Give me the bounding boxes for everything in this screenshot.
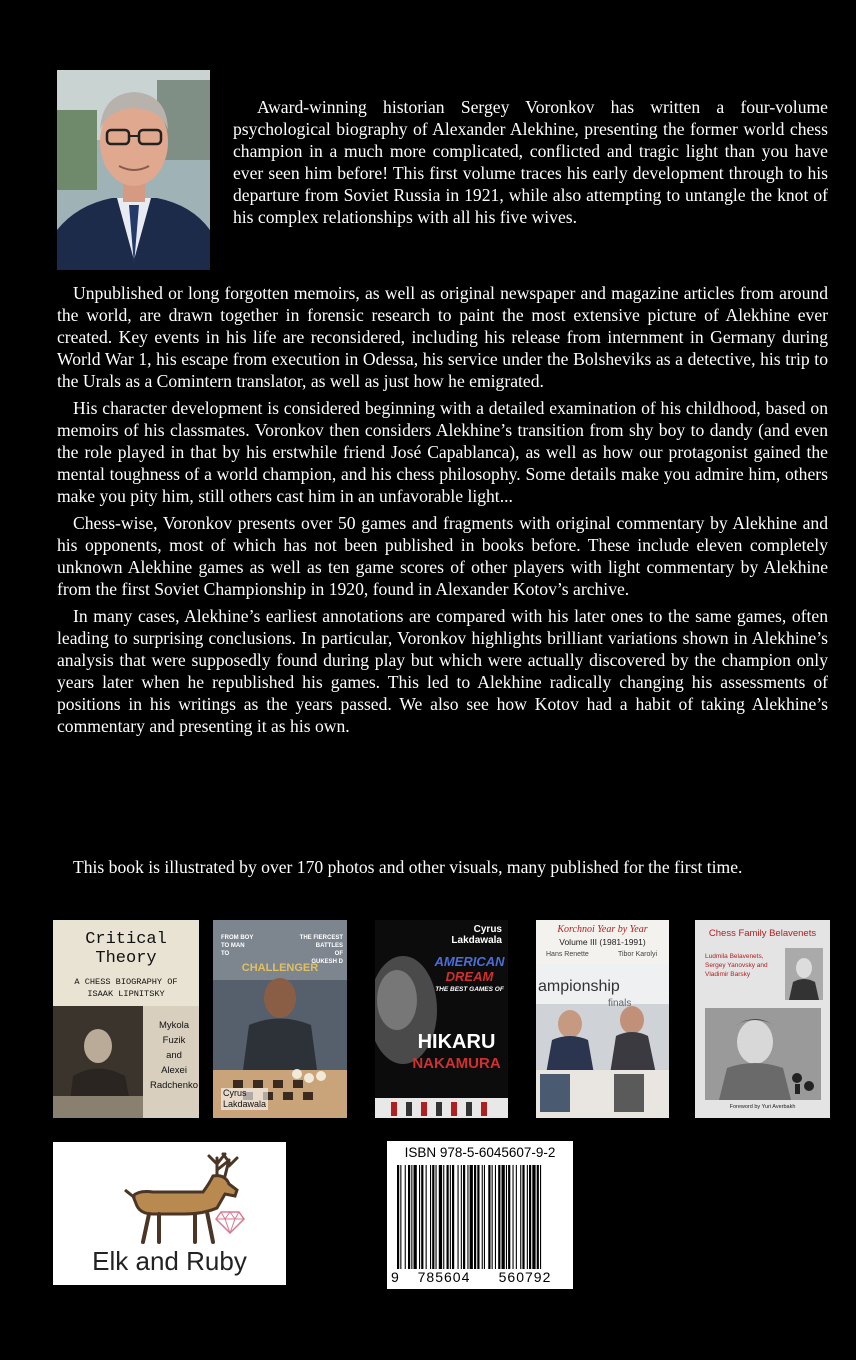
closing-block bbox=[57, 856, 828, 883]
book4-author2: Tibor Karolyi bbox=[617, 951, 657, 958]
ruby-icon bbox=[215, 1210, 245, 1234]
blurb-paragraph-1: Unpublished or long forgotten memoirs, as well as original newspaper and magazine articles from around the world, are drawn together in forensic research to paint the most extensive picture of Alekhine ever created. Key events in his life are reconsidered, including his release from internment in Germany during World War 1, his escape from execution in Odessa, his service under the Bolsheviks as a detective, his trip to the Urals as a Comintern translator, as well as just how he emigrated. bbox=[57, 283, 828, 391]
book1-author-line1: Mykola bbox=[158, 1020, 190, 1031]
book2-author-line1: Cyrus bbox=[223, 1088, 247, 1098]
book3-author-line2: Lakdawala bbox=[451, 935, 502, 946]
book5-title: Chess Family Belavenets bbox=[708, 928, 817, 939]
book2-left-line3: TO bbox=[221, 951, 230, 957]
book1-author-line3: and bbox=[166, 1050, 182, 1061]
book-cover-challenger bbox=[213, 920, 347, 1118]
book2-left-line2: TO MAN bbox=[221, 943, 245, 949]
blurb-paragraph-3: Chess-wise, Voronkov presents over 50 games and fragments with original commentary by Alekhine and his opponents, most of which has not been published in books before. These include eleven completely unknown Alekhine games as well as ten game scores of other players with light commentary by Alekhine from the first Soviet Championship in 1920, found in Alexander Kotov’s archive. bbox=[57, 513, 828, 599]
book3-title-line3: THE BEST GAMES OF bbox=[435, 986, 504, 993]
book3-name-line2: NAKAMURA bbox=[412, 1055, 501, 1072]
publisher-logo bbox=[53, 1142, 286, 1285]
barcode-bars bbox=[393, 1165, 569, 1271]
book2-right-line2: BATTLES bbox=[315, 943, 343, 949]
book2-author-line2: Lakdawala bbox=[223, 1099, 267, 1109]
book1-title-line2: Theory bbox=[95, 949, 157, 968]
blurb-paragraph-4: In many cases, Alekhine’s earliest annotations are compared with his later ones to the same games, often leading to surprising conclusions. In particular, Voronkov highlights brilliant variations shown in Alekhine’s analysis that were supposedly found during play but which were actually discovered by the champion only years later when he republished his games. This led to Alekhine radically changing his assessments of positions in his writings as the years passed. We also see how Kotov had a habit of taking Alekhine’s commentary and presenting it as his own. bbox=[57, 606, 828, 736]
book4-volume: Volume III (1981-1991) bbox=[559, 937, 646, 947]
book2-right-line1: THE FIERCEST bbox=[299, 935, 343, 941]
book3-title-line2: DREAM bbox=[445, 969, 494, 984]
book5-foreword: Foreword by Yuri Averbakh bbox=[729, 1104, 796, 1110]
book4-background-text1: ampionship bbox=[538, 978, 620, 995]
book-cover-belavenets bbox=[695, 920, 830, 1118]
book5-author-line2: Sergey Yanovsky and bbox=[705, 962, 768, 969]
barcode-digits-left: 785604 bbox=[417, 1269, 471, 1285]
book-cover-american-dream bbox=[375, 920, 508, 1118]
book1-author-line5: Radchenko bbox=[149, 1080, 199, 1091]
book1-subtitle-line1: A CHESS BIOGRAPHY OF bbox=[74, 977, 178, 987]
book4-author1: Hans Renette bbox=[546, 951, 589, 958]
book4-background-text2: finals bbox=[608, 998, 632, 1009]
publisher-name: Elk and Ruby bbox=[92, 1246, 247, 1276]
blurb-paragraph-2: His character development is considered beginning with a detailed examination of his childhood, based on memoirs of his classmates. Voronkov then considers Alekhine’s transition from shy boy to dandy (and even the role played in that by his erstwhile friend José Capablanca), as well as how our protagonist gained the mental toughness of a world champion, and his chess philosophy. Some details make you admire him, others make you pity him, still others cast him in an unfavorable light... bbox=[57, 398, 828, 506]
book1-subtitle-line2: ISAAK LIPNITSKY bbox=[87, 989, 165, 999]
author-photo bbox=[57, 70, 210, 270]
barcode-digits-right: 560792 bbox=[498, 1269, 552, 1285]
book5-author-line3: Vladimir Barsky bbox=[705, 971, 751, 978]
barcode-digit-first: 9 bbox=[391, 1269, 399, 1285]
book2-right-line3: OF bbox=[334, 951, 343, 957]
book4-title: Korchnoi Year by Year bbox=[557, 924, 648, 935]
book2-right-line4: GUKESH D bbox=[311, 959, 343, 965]
book2-left-line1: FROM BOY bbox=[221, 935, 254, 941]
book2-title: CHALLENGER bbox=[241, 962, 319, 974]
book3-name-line1: HIKARU bbox=[417, 1031, 496, 1053]
intro-paragraph: Award-winning historian Sergey Voronkov has written a four-volume psychological biography of Alexander Alekhine, presenting the former world chess champion in a much more complicated, conflicted and tragic light than you have ever seen him before! This first volume traces his early development through to his departure from Soviet Russia in 1921, while also attempting to untangle the knot of his complex relationships with all his five wives. bbox=[233, 97, 828, 227]
book3-title-line1: AMERICAN bbox=[434, 954, 505, 969]
book1-author-line2: Fuzik bbox=[162, 1035, 186, 1046]
isbn-barcode bbox=[387, 1141, 573, 1289]
book1-title-line1: Critical bbox=[85, 930, 167, 949]
isbn-text: ISBN 978-5-6045607-9-2 bbox=[404, 1145, 556, 1160]
blurb-body bbox=[57, 282, 828, 742]
closing-paragraph: This book is illustrated by over 170 photos and other visuals, many published for the first time. bbox=[73, 857, 743, 877]
book-cover-critical-theory bbox=[53, 920, 199, 1118]
book-cover-korchnoi bbox=[536, 920, 669, 1118]
book1-author-line4: Alexei bbox=[161, 1065, 187, 1076]
book3-author-line1: Cyrus bbox=[473, 924, 502, 935]
book5-author-line1: Ludmila Belavenets, bbox=[705, 953, 764, 960]
